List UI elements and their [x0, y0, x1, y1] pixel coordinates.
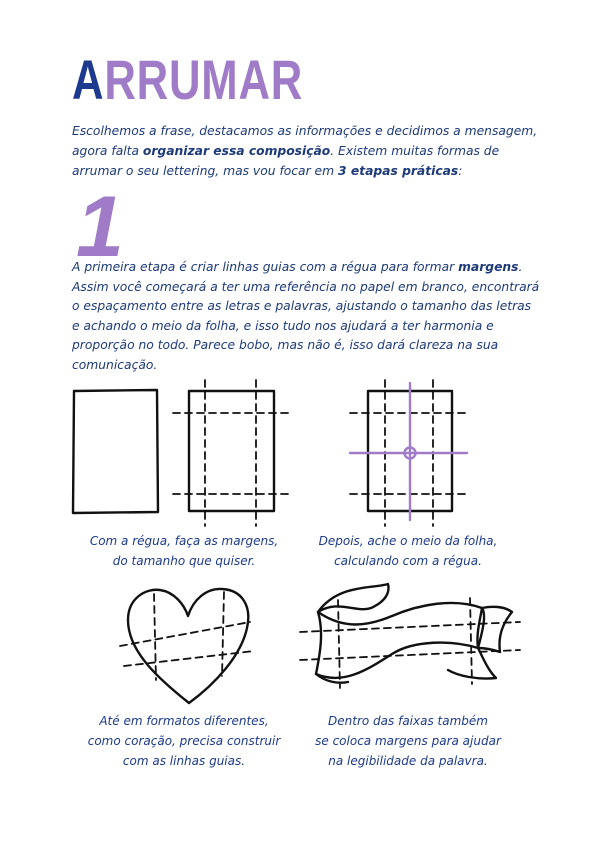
caption-line: Com a régua, faça as margens, [89, 534, 279, 548]
step-highlight: margens [458, 260, 519, 274]
intro-text-3: : [458, 164, 463, 178]
caption-banner [302, 711, 514, 771]
blank-sheet-illustration [73, 390, 158, 513]
heart-illustration [120, 589, 254, 703]
caption-line: com as linhas guias. [122, 754, 246, 768]
caption-line: Até em formatos diferentes, [99, 714, 269, 728]
caption-line: do tamanho que quiser. [112, 554, 256, 568]
intro-highlight-1: organizar essa composição [142, 144, 331, 158]
step-text-2: . Assim você começará a ter uma referência no papel em branco, encontrará o espaçamento entre as letras e palavras, ajustando o tamanho das letras e achando o meio da folha, e isso tudo nos ajudará a ter harmonia e proporção no todo. Parece bobo, mas não é, isso dará clareza na sua comunicação. [72, 260, 540, 372]
intro-text-2: . Existem muitas formas de arrumar o seu lettering, mas vou focar em [72, 144, 500, 178]
title-first-letter: A [72, 48, 105, 111]
title-rest: RRUMAR [104, 48, 304, 111]
caption-line: como coração, precisa construir [87, 734, 281, 748]
caption-line: se coloca margens para ajudar [315, 734, 501, 748]
intro-highlight-2: 3 etapas práticas [338, 164, 459, 178]
intro-text-1: Escolhemos a frase, destacamos as informações e decidimos a mensagem, agora falta [72, 124, 538, 158]
banner-illustration [300, 584, 520, 688]
step-text-1: A primeira etapa é criar linhas guias com a régua para formar [72, 260, 459, 274]
step-number: 1 [76, 179, 124, 275]
caption-line: Dentro das faixas também [328, 714, 488, 728]
caption-line: calculando com a régua. [334, 554, 482, 568]
caption-margins [78, 531, 290, 571]
sheet-with-margins-illustration [173, 380, 292, 526]
caption-line: Depois, ache o meio da folha, [318, 534, 498, 548]
caption-middle [302, 531, 514, 571]
caption-line: na legibilidade da palavra. [328, 754, 488, 768]
caption-heart [78, 711, 290, 771]
sheet-with-center-illustration [350, 380, 469, 526]
